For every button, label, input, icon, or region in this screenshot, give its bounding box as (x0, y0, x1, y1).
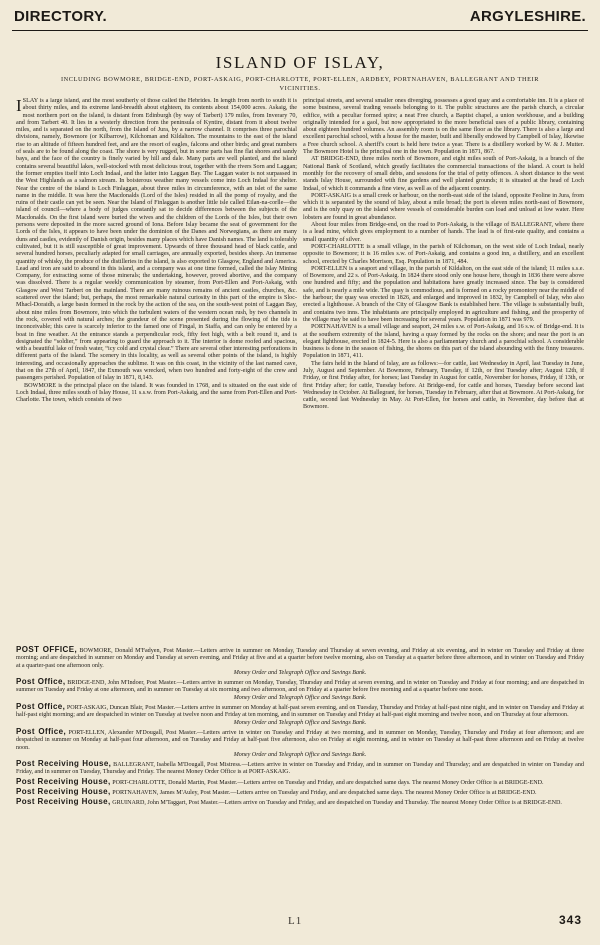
entry-text: PORT-ELLEN, Alexander M'Dougall, Post Master.—Letters arrive in winter on Tuesday and Friday at two morning, and in summer on Monday, Tuesday, Thursday and Friday at four afternoon; and are despatched in summer on Monday at half-past four afternoon, and on Tuesday and Friday at half-past five afternoon, also on Friday at eight morning, and in winter on Tuesday at half-past three afternoon and on Friday at twelve noon. (16, 729, 584, 751)
entry-note: Money Order and Telegraph Office and Savings Bank. (233, 751, 367, 758)
page-footer (12, 913, 588, 935)
paragraph: BOWMORE is the principal place on the island. It was founded in 1768, and is situated on the east side of Loch Indaal, three miles south of Islay House, 11 s.s.w. from Port-Askaig, and the same from Port-Ellen and Port-Charlotte. The town, which consists of two (16, 382, 297, 404)
directory-page (12, 6, 588, 936)
entry-text: BOWMORE, Donald M'Fadyen, Post Master.—Letters arrive in summer on Monday, Tuesday and Thursday at seven evening, and Friday at six evening, and in winter on Tuesday and Friday at three morning; and are despatched in summer on Monday and Tuesday at seven evening, and Friday at five and at a quarter before twelve morning, also on Tuesday at a quarter before three afternoon, and in winter on Tuesday and Friday at a quarter-past one afternoon only. (16, 648, 584, 669)
post-receiving-house-entry (16, 760, 584, 777)
post-receiving-house-entry (16, 798, 584, 807)
paragraph: PORTNAHAVEN is a small village and seaport, 24 miles s.w. of Port-Askaig, and 16 s.w. of Bridge-end. It is at the southern extremity of the island, having a quay formed by the rocks on the shore; and near the port is an elegant lighthouse, erected in 1824-5. Here is also a parliamentary church and a parochial school. A considerable business is done in the season of fishing, the shores on this part of the island abounding with the finny treasures. Population in 1871, 411. (303, 324, 584, 360)
running-head-left: DIRECTORY. (14, 8, 108, 25)
post-office-entry (16, 728, 584, 759)
paragraph: ISLAY is a large island, and the most southerly of those called the Hebrides. In length from north to south it is about thirty miles, and its extreme land-breadth about eighteen, its contents about 154,000 acres. Askaig, the most northern port on the island, is distant from Edinburgh (by way of Tarbert) 179 miles, from Inverary 70, and from Tarbert 40. It lies in a westerly direction from the peninsula of Kyntire, distant from it about twelve miles, and is separated on the north, from the Island of Jura, by a narrow channel. It comprises three parochial divisions, namely, Bowmore (or Kilbarrow), Kilchoman and Kildalton. The mountains to the east of the island rise to an altitude of fifteen hundred feet, and are the resort of eagles, falcons and other birds; and great numbers of seals are to be found along the coast. The shore is very rugged, but in some parts has fine flat shores and sandy bays, and the face of the country is finely varied by hill and dale. Many parts are well planted, and the island contains several beautiful lakes, well-stocked with most delicious trout, together with the rivers Sorn and Laggan; the former empties itself into Loch Indaal, and the latter into Laggan Bay. The Laggan water is not surpassed in the West Highlands as a salmon stream. In boisterous weather many vessels come into Loch Indaal for shelter. Near the centre of the island is Loch Finlaggan, about three miles in circumference, with an islet of the same name in the middle. It was here the Macdonalds (Lord of the Isles) resided in all the pomp of royalty, and the ruins of their castle can yet be seen. Near the Island of Finlaggan is another little isle called Eilan-na-corlle—the island of council—where a body of judges constantly sat to decide differences between the subjects of the Macdonalds. On the first island were buried the wives and the children of the Lords of the Isles, but their own persons were deposited in the more sacred ground of Iona. Before Islay became the seat of government for the Lords of the Isles, it appears to have been under the dominion of the Danes and Norwegians, as there are many duns and castles, evidently of Danish origin, besides many places which have Danish names. The land is tolerably cultivated, but it is still susceptible of great improvement. Upwards of three thousand head of black cattle, and several hundred horses, peculiarly adapted for small carriages, are annually exported, besides sheep. An immense quantity of whisky, the produce of the distilleries in the island, is also exported to Glasgow, England and America. Lead and iron are said to abound in this island, and a company was at one time formed, called the Islay Mining Company, for extracting some of those minerals; the undertaking, however, proved abortive, and the company was dissolved. There is a regular weekly communication by steamer, from Port-Ellen and Port-Askaig, with Glasgow and West Tarbert on the mainland. There are many ruinous remains of ancient castles, churches, &c. scattered over the island; but, perhaps, the most remarkable natural curiosity in this part of the empire is Sloc-Mhacl-Doraidh, a large basin formed in the rock by the action of the sea, on the south-west point of Laggan Bay, about nine miles from Bowmore, into which the turbulent waters of the western ocean rush, by two channels in the rock, covered with natural arches; the grandeur of the scene presented during the flowing of the tide is inconceivable; this cave is scarcely inferior to the famed one of Fingal, in Staffa, and can only be entered by a boat in fine weather. At the entrance stands a perpendicular rock, fifty feet high, with a belt round it, and is designated the “soldier,” from appearing to guard the approach to it. The interior is dome roofed and spacious, with a beautiful lake of fresh water, “icy cold and crystal clear.” There are several other interesting perforations in different parts of the island. The scenery in this locality, as well as several other points of the island, is highly interesting, and occasionally approaches the sublime. It was on this coast, in the vicinity of the last named cave, that on the 27th of April, 1847, the Exmouth was wrecked, when two hundred and forty-eight of the crew and passengers perished. Population of Islay in 1871, 8,143. (16, 98, 297, 382)
entry-heading: Post Receiving House, (16, 787, 111, 797)
paragraph: PORT-CHARLOTTE is a small village, in the parish of Kilchoman, on the west side of Loch Indaal, nearly opposite to Bowmore; it is 16 miles s.w. of Port-Askaig, and contains a good inn, a distillery, and an excellent school, erected by Charles Morrison, Esq. Population in 1871, 484. (303, 243, 584, 265)
entry-heading: POST OFFICE, (16, 645, 78, 654)
entry-heading: Post Office, (16, 702, 66, 712)
post-receiving-house-entry (16, 788, 584, 797)
paragraph: About four miles from Bridge-end, on the road to Port-Askaig, is the village of BALLEGRANT, where there is a lead mine, which gives employment to a number of hands. The lead is of first-rate quality, and contains a small quantity of silver. (303, 222, 584, 243)
signature-mark: L1 (288, 915, 303, 927)
right-column (303, 98, 584, 638)
entry-heading: Post Receiving House, (16, 797, 111, 807)
entry-text: BRIDGE-END, John M'Indoer, Post Master.—Letters arrive in summer on Monday, Tuesday, Thursday and Friday at seven evening, and in winter on Tuesday and Friday at four morning; and are despatched in summer on Tuesday and Friday at one afternoon, and in summer on Tuesday at six morning and two afternoon, and on Friday at a quarter before five morning and at a quarter before one noon. (16, 680, 585, 694)
entry-note: Money Order and Telegraph Office and Savings Bank. (233, 694, 367, 701)
entry-text: PORTNAHAVEN, James M'Auley, Post Master.—Letters arrive on Tuesday and Friday, and are despatched same days. The nearest Money Order Office is at BRIDGE-END. (112, 790, 537, 797)
entry-text: PORT-ASKAIG, Duncan Blair, Post Master.—Letters arrive in summer on Monday at half-past seven evening, and on Tuesday, Thursday and Friday at half-past nine night, and in winter on Tuesday and Friday at half-past eight morning; and are despatched in winter on Tuesday at twelve noon and Friday at ten morning, and in summer on Tuesday and Friday at half-past eight morning and twelve noon, and on Thursday at four afternoon. (16, 705, 584, 719)
entry-note: Money Order and Telegraph Office and Savings Bank. (233, 719, 367, 726)
paragraph: principal streets, and several smaller ones diverging, possesses a good quay and a comfortable inn. It is a place of some business, several trading vessels belonging to it. The public structures are the parish church, a circular edifice, with a peculiar formed spire; a neat Free church, a Baptist chapel, a union workhouse, and a building originally intended for a gaol, but now appropriated to the more beneficial uses of a public library, containing about eighteen hundred volumes. An assembly room is on the same floor as the library. There is also a large and excellent parochial school, with a house for the master, built and liberally endowed by Campbell of Islay, likewise a Free church school. A sheriff's court is held here twice a year. There is a distillery worked by W. & J. Mutter. The Bowmore Hotel is the principal one in the town. Population in 1871, 867. (303, 98, 584, 156)
entry-heading: Post Office, (16, 677, 66, 687)
left-column (16, 98, 297, 638)
post-office-entry (16, 678, 584, 702)
description-columns (16, 98, 584, 638)
paragraph: AT BRIDGE-END, three miles north of Bowmore, and eight miles south of Port-Askaig, is a branch of the National Bank of Scotland, which greatly facilitates the commercial transactions of the island. A court is held monthly for the recovery of small debts, and sessions for the trial of petty offences. A short distance to the west stands Islay House, surrounded with fine gardens and well planted grounds; it is situated at the head of Loch Indaal, of which it commands a fine view, as well as of the adjacent country. (303, 156, 584, 192)
page-title: ISLAND OF ISLAY, (215, 53, 385, 72)
entry-note: Money Order and Telegraph Office and Savings Bank. (233, 669, 367, 676)
entry-heading: Post Receiving House, (16, 776, 111, 786)
paragraph: PORT-ASKAIG is a small creek or harbour, on the north-east side of the island, opposite Feoline in Jura, from which it is separated by the sound of Islay, about a mile broad; the port is eleven miles north-east of Bowmore, and is the only quay on the island where vessels of considerable burden can load and unload at low water. Here lobsters are found in great abundance. (303, 192, 584, 221)
drop-cap: I (16, 98, 22, 115)
entry-heading: Post Office, (16, 726, 67, 736)
post-office-entry (16, 703, 584, 727)
post-receiving-house-entry (16, 778, 584, 787)
post-office-listings (16, 646, 584, 809)
page-number: 343 (558, 913, 582, 927)
page-subtitle: INCLUDING BOWMORE, BRIDGE-END, PORT-ASKAIG, PORT-CHARLOTTE, PORT-ELLEN, ARDBEY, PORTNAHAVEN, BALLEGRANT AND THEIR VICINITIES. (60, 76, 540, 92)
paragraph: The fairs held in the Island of Islay, are as follows:—for cattle, last Wednesday in April, last Tuesday in June, July, August and September. At Bowmore, February, Tuesday, if 12th, or first Tuesday after; August 12th, if Friday, or first Friday after, for horses; last Tuesday in August for cattle, November for horses, Friday, if 13th, or first Friday after; for cattle, Tuesday before. At Bridge-end, for cattle and horses, Tuesday before second last Wednesday in October. At Ballegrant, for horses, Tuesday in February, after that at Bowmore. At Port-Askaig, for cattle, second last Wednesday in May. At Port-Ellen, for horses and cattle, in November, day before that at Bowmore. (303, 360, 584, 411)
entry-heading: Post Receiving House, (16, 759, 112, 769)
entry-text: GRUINARD, John M'Taggart, Post Master.—Letters arrive on Tuesday and Friday, and are despatched on Tuesday and Thursday. The nearest Money Order Office is at BRIDGE-END. (112, 800, 562, 807)
running-head (12, 6, 588, 31)
paragraph: PORT-ELLEN is a seaport and village, in the parish of Kildalton, on the east side of the island; 11 miles s.s.e. of Bowmore, and 22 s. of Port-Askaig. In 1824 there stood only one house here, though in 1836 there were above one hundred and fifty; and the population and habitations have greatly increased since. The bay is considered safe, and is nearly a mile wide. The quay is commodious, and is formed on a rocky promontory near the middle of the harbour; the quay was erected in 1826, and enlarged and improved in 1832, by Campbell of Islay, who also erected a lighthouse. A branch of the City of Glasgow Bank is established here. The village is substantially built, and contains two inns. The inhabitants are principally employed in agriculture and fishing, and the prosperity of the village may be said to have been increasing for several years. Population in 1871 was 979. (303, 265, 584, 323)
running-head-right: ARGYLESHIRE. (469, 8, 586, 25)
entry-text: PORT-CHARLOTTE, Donald Martin, Post Master.—Letters arrive on Tuesday and Friday, and are despatched same days. The nearest Money Order Office is at BRIDGE-END. (112, 779, 544, 786)
post-office-entry (16, 646, 584, 677)
entry-text: BALLEGRANT, Isabella M'Dougall, Post Mistress.—Letters arrive in winter on Tuesday and Friday, and in summer on Tuesday and Thursday; and are despatched in winter on Tuesday and Friday, and in summer on Tuesday, Thursday and Friday. The nearest Money Order Office is at PORT-ASKAIG. (16, 762, 584, 776)
